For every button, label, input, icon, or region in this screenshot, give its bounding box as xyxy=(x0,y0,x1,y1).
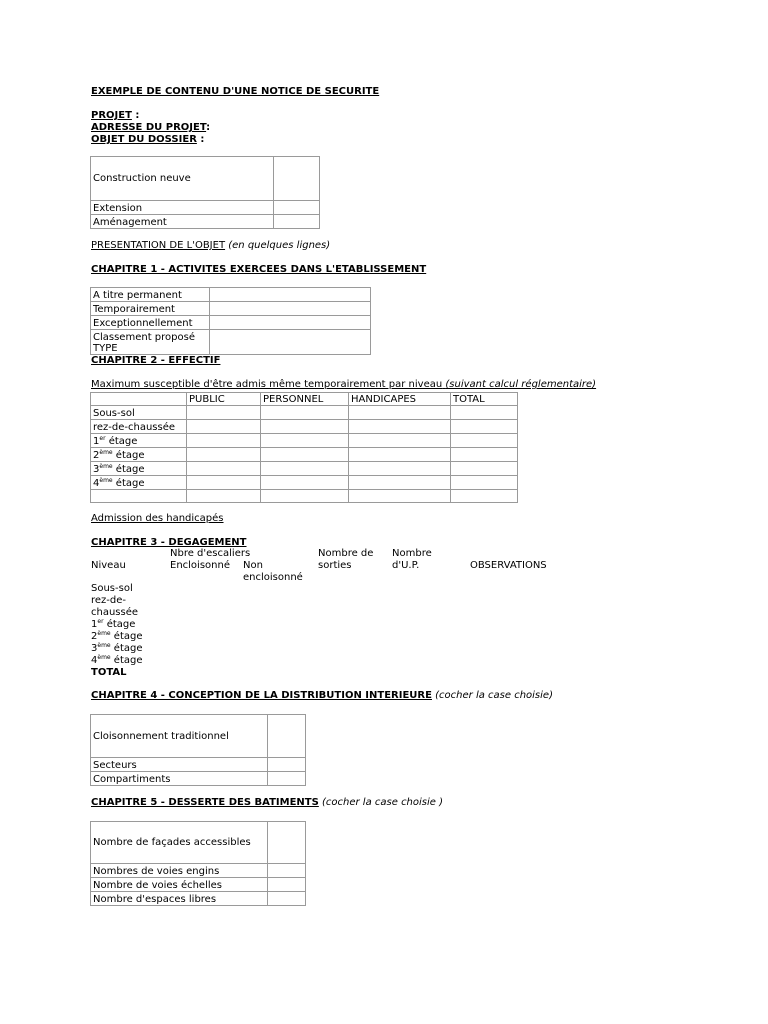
effectif-cell[interactable] xyxy=(451,406,518,420)
etage-name: étage xyxy=(110,643,143,654)
effectif-cell[interactable] xyxy=(451,448,518,462)
niveau-total: TOTAL xyxy=(91,667,127,678)
objet-label: OBJET DU DOSSIER xyxy=(91,134,197,145)
level-label xyxy=(91,462,187,476)
effectif-cell[interactable] xyxy=(451,434,518,448)
adresse-label: ADRESSE DU PROJET xyxy=(91,122,207,133)
activity-label: Temporairement xyxy=(91,302,210,316)
etage-name: étage xyxy=(110,631,143,642)
col-up-line2: d'U.P. xyxy=(392,560,420,571)
distribution-option-label: Cloisonnement traditionnel xyxy=(91,715,268,758)
type-label: TYPE xyxy=(93,343,118,354)
level-label xyxy=(91,434,187,448)
objet-option-checkbox[interactable] xyxy=(274,215,320,229)
desserte-option-value[interactable] xyxy=(268,892,306,906)
col-encloisonne: Encloisonné xyxy=(170,560,230,571)
effectif-cell[interactable] xyxy=(451,420,518,434)
col-sorties-line1: Nombre de xyxy=(318,548,374,559)
effectif-cell[interactable] xyxy=(451,462,518,476)
classement-value[interactable] xyxy=(210,330,371,355)
col-escaliers: Nbre d'escaliers xyxy=(170,548,251,559)
desserte-option-value[interactable] xyxy=(268,864,306,878)
distribution-option-checkbox[interactable] xyxy=(268,715,306,758)
level-suffix: er xyxy=(99,435,106,442)
etage-suffix: ème xyxy=(97,630,111,637)
chapitre4-heading xyxy=(91,690,553,702)
objet-line xyxy=(91,134,204,146)
level-number: 3 xyxy=(93,464,100,475)
effectif-header: TOTAL xyxy=(451,393,518,406)
col-sorties-line2: sorties xyxy=(318,560,352,571)
chapitre2-subtitle xyxy=(91,379,596,391)
activity-label: A titre permanent xyxy=(91,288,210,302)
level-label xyxy=(91,448,187,462)
effectif-table xyxy=(90,392,518,503)
effectif-cell[interactable] xyxy=(187,420,261,434)
chapitre1-table xyxy=(90,287,371,355)
effectif-cell[interactable] xyxy=(451,490,518,503)
level-suffix: ème xyxy=(99,477,113,484)
etage-suffix: ème xyxy=(97,654,111,661)
objet-option-checkbox[interactable] xyxy=(274,201,320,215)
effectif-cell[interactable] xyxy=(187,448,261,462)
niveau-sous-sol: Sous-sol xyxy=(91,583,133,594)
etage-name: étage xyxy=(110,655,143,666)
activity-label: Exceptionnellement xyxy=(91,316,210,330)
objet-option-checkbox[interactable] xyxy=(274,157,320,201)
desserte-option-value[interactable] xyxy=(268,822,306,864)
objet-option-label: Aménagement xyxy=(91,215,274,229)
objet-option-label: Construction neuve xyxy=(91,157,274,201)
classement-cell xyxy=(91,330,210,355)
col-up-line1: Nombre xyxy=(392,548,432,559)
etage-number: 4 xyxy=(91,655,98,666)
chapitre1-title: CHAPITRE 1 - ACTIVITES EXERCEES DANS L'ETABLISSEMENT xyxy=(91,264,427,275)
chapitre5-title: CHAPITRE 5 - DESSERTE DES BATIMENTS xyxy=(91,797,319,808)
desserte-option-label: Nombres de voies engins xyxy=(91,864,268,878)
effectif-cell[interactable] xyxy=(187,462,261,476)
etage-suffix: ème xyxy=(97,642,111,649)
desserte-option-label: Nombre de voies échelles xyxy=(91,878,268,892)
presentation-line xyxy=(91,240,330,252)
etage-number: 1 xyxy=(91,619,98,630)
effectif-header: HANDICAPES xyxy=(349,393,451,406)
effectif-header: PUBLIC xyxy=(187,393,261,406)
effectif-cell[interactable] xyxy=(187,434,261,448)
effectif-cell[interactable] xyxy=(261,448,349,462)
chapitre2-subtitle-text: Maximum susceptible d'être admis même temporairement par niveau xyxy=(91,379,443,390)
level-number: 4 xyxy=(93,478,100,489)
etage-suffix: er xyxy=(97,618,104,625)
level-name: étage xyxy=(112,450,145,461)
chapitre5-note: (cocher la case choisie ) xyxy=(322,797,444,808)
effectif-header-corner xyxy=(91,393,187,406)
effectif-cell[interactable] xyxy=(349,448,451,462)
col-non-encloisonne: encloisonné xyxy=(243,572,303,583)
distribution-option-checkbox[interactable] xyxy=(268,758,306,772)
col-non: Non xyxy=(243,560,263,571)
chapitre4-note: (cocher la case choisie) xyxy=(435,690,553,701)
effectif-cell[interactable] xyxy=(261,420,349,434)
presentation-note: (en quelques lignes) xyxy=(228,240,331,251)
objet-options-table xyxy=(90,156,320,229)
activity-value[interactable] xyxy=(210,316,371,330)
chapitre2-title: CHAPITRE 2 - EFFECTIF xyxy=(91,355,221,366)
effectif-cell[interactable] xyxy=(349,406,451,420)
chapitre3-title: CHAPITRE 3 - DEGAGEMENT xyxy=(91,537,247,548)
effectif-cell[interactable] xyxy=(261,462,349,476)
effectif-cell[interactable] xyxy=(187,406,261,420)
chapitre2-subtitle-note: (suivant calcul réglementaire) xyxy=(445,379,597,390)
admission-handicapes: Admission des handicapés xyxy=(91,513,224,524)
adresse-separator: : xyxy=(206,122,211,133)
niveau-rez-line2: chaussée xyxy=(91,607,139,618)
chapitre5-heading xyxy=(91,797,443,809)
effectif-header: PERSONNEL xyxy=(261,393,349,406)
effectif-cell[interactable] xyxy=(261,490,349,503)
effectif-cell[interactable] xyxy=(187,490,261,503)
document-title: EXEMPLE DE CONTENU D'UNE NOTICE DE SECURITE xyxy=(91,86,380,97)
level-suffix: ème xyxy=(99,463,113,470)
etage-number: 3 xyxy=(91,643,98,654)
blank-level-label xyxy=(91,490,187,503)
level-number: 1 xyxy=(93,436,100,447)
effectif-cell[interactable] xyxy=(349,420,451,434)
col-observations: OBSERVATIONS xyxy=(470,560,547,571)
effectif-cell[interactable] xyxy=(349,434,451,448)
distribution-option-checkbox[interactable] xyxy=(268,772,306,786)
projet-line xyxy=(91,110,139,122)
desserte-option-label: Nombre d'espaces libres xyxy=(91,892,268,906)
objet-separator: : xyxy=(196,134,205,145)
level-number: 2 xyxy=(93,450,100,461)
level-name: étage xyxy=(105,436,138,447)
effectif-cell[interactable] xyxy=(349,490,451,503)
level-name: étage xyxy=(112,478,145,489)
niveau-etage xyxy=(91,655,143,667)
effectif-cell[interactable] xyxy=(261,476,349,490)
level-label xyxy=(91,476,187,490)
desserte-option-label: Nombre de façades accessibles xyxy=(91,822,268,864)
projet-separator: : xyxy=(131,110,140,121)
etage-name: étage xyxy=(103,619,136,630)
etage-number: 2 xyxy=(91,631,98,642)
level-label: Sous-sol xyxy=(91,406,187,420)
classement-label: Classement proposé xyxy=(93,332,195,343)
desserte-table xyxy=(90,821,306,906)
col-niveau: Niveau xyxy=(91,560,126,571)
distribution-table xyxy=(90,714,306,786)
distribution-option-label: Secteurs xyxy=(91,758,268,772)
activity-value[interactable] xyxy=(210,288,371,302)
chapitre4-title: CHAPITRE 4 - CONCEPTION DE LA DISTRIBUTION INTERIEURE xyxy=(91,690,432,701)
effectif-cell[interactable] xyxy=(451,476,518,490)
adresse-line xyxy=(91,122,210,134)
level-label: rez-de-chaussée xyxy=(91,420,187,434)
objet-option-label: Extension xyxy=(91,201,274,215)
presentation-label: PRESENTATION DE L'OBJET xyxy=(91,240,226,251)
desserte-option-value[interactable] xyxy=(268,878,306,892)
projet-label: PROJET xyxy=(91,110,132,121)
effectif-cell[interactable] xyxy=(261,434,349,448)
level-name: étage xyxy=(112,464,145,475)
niveau-rez-line1: rez-de- xyxy=(91,595,127,606)
effectif-cell[interactable] xyxy=(349,476,451,490)
effectif-cell[interactable] xyxy=(261,406,349,420)
effectif-cell[interactable] xyxy=(187,476,261,490)
level-suffix: ème xyxy=(99,449,113,456)
distribution-option-label: Compartiments xyxy=(91,772,268,786)
activity-value[interactable] xyxy=(210,302,371,316)
effectif-cell[interactable] xyxy=(349,462,451,476)
